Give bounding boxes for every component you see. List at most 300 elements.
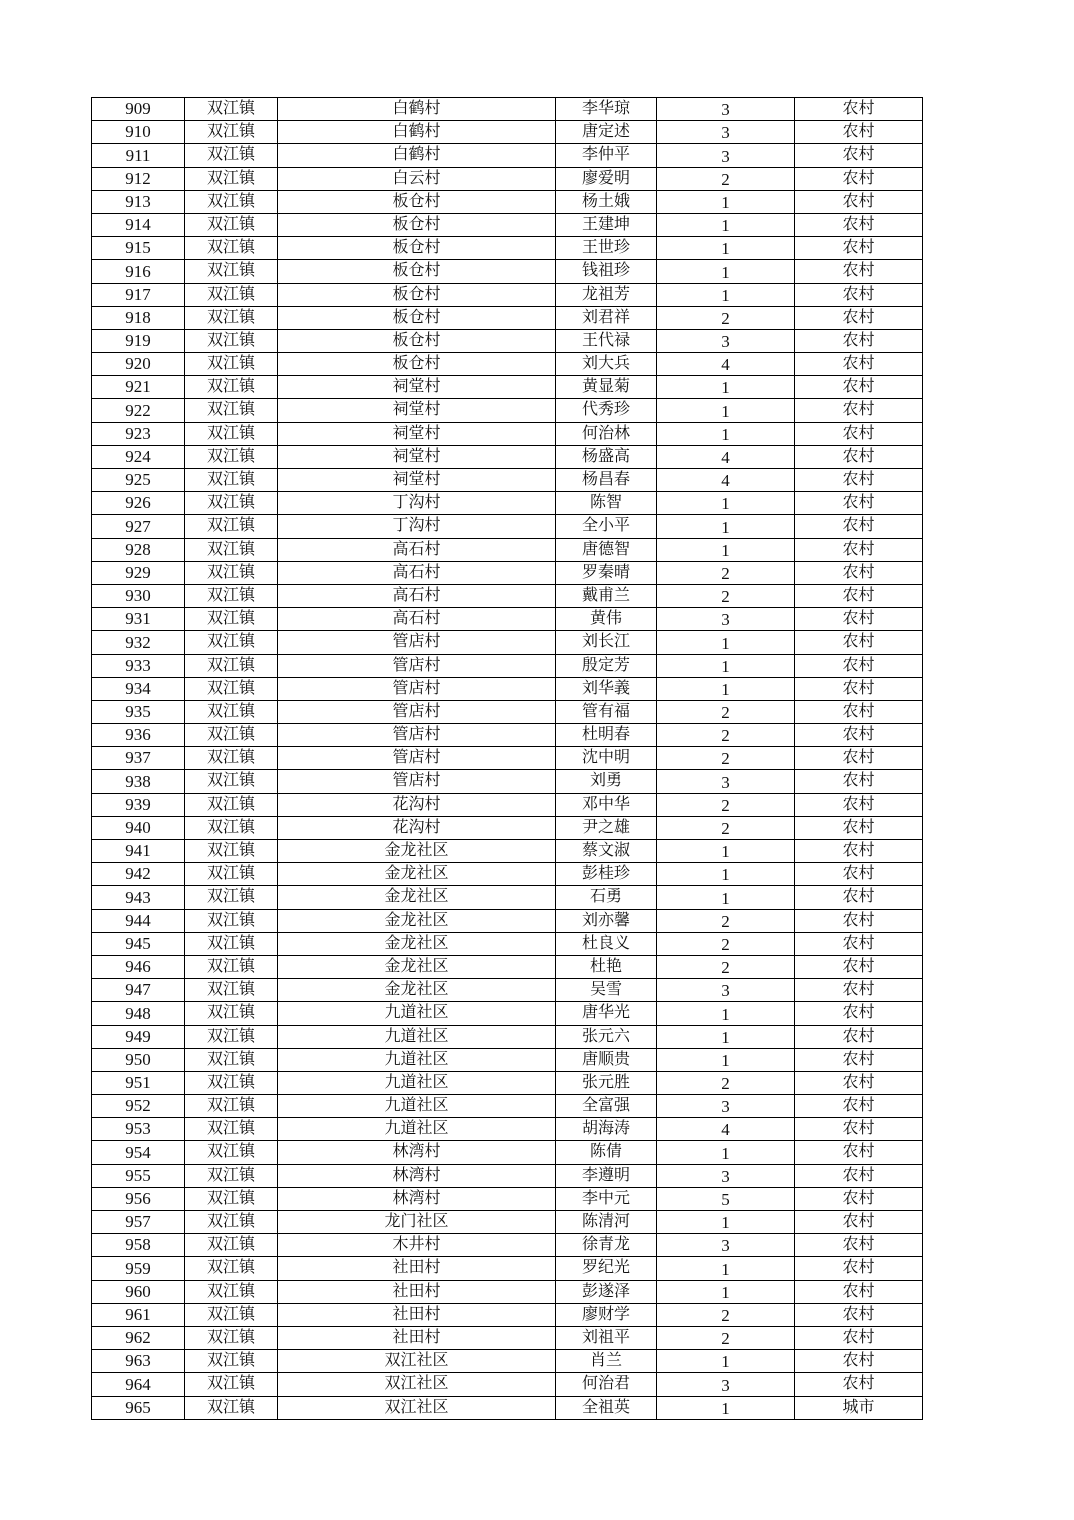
count-cell: 3 [657,98,795,121]
village-cell: 板仓村 [278,190,556,213]
village-cell: 高石村 [278,538,556,561]
village-cell: 社田村 [278,1303,556,1326]
table-row [92,677,923,700]
town-cell: 双江镇 [185,237,278,260]
table-row [92,886,923,909]
row-number-cell: 928 [92,538,185,561]
person-name-cell: 李仲平 [556,144,657,167]
count-cell: 1 [657,1141,795,1164]
village-cell: 高石村 [278,584,556,607]
row-number-cell: 924 [92,445,185,468]
type-cell: 农村 [795,955,923,978]
count-cell: 3 [657,1095,795,1118]
table-row [92,167,923,190]
count-cell: 4 [657,353,795,376]
village-cell: 板仓村 [278,329,556,352]
count-cell: 2 [657,561,795,584]
row-number-cell: 944 [92,909,185,932]
table-row [92,1025,923,1048]
type-cell: 农村 [795,515,923,538]
row-number-cell: 951 [92,1071,185,1094]
person-name-cell: 邓中华 [556,793,657,816]
type-cell: 农村 [795,631,923,654]
row-number-cell: 921 [92,376,185,399]
village-cell: 板仓村 [278,213,556,236]
row-number-cell: 935 [92,700,185,723]
town-cell: 双江镇 [185,1002,278,1025]
town-cell: 双江镇 [185,98,278,121]
table-row [92,260,923,283]
person-name-cell: 刘祖平 [556,1326,657,1349]
type-cell: 农村 [795,121,923,144]
row-number-cell: 925 [92,469,185,492]
table-row [92,561,923,584]
village-cell: 管店村 [278,700,556,723]
village-cell: 九道社区 [278,1025,556,1048]
type-cell: 农村 [795,399,923,422]
person-name-cell: 罗秦晴 [556,561,657,584]
person-name-cell: 杨昌春 [556,469,657,492]
row-number-cell: 942 [92,863,185,886]
table-row [92,1048,923,1071]
table-row [92,98,923,121]
village-cell: 社田村 [278,1257,556,1280]
village-cell: 九道社区 [278,1048,556,1071]
type-cell: 农村 [795,1025,923,1048]
table-row [92,863,923,886]
row-number-cell: 910 [92,121,185,144]
type-cell: 农村 [795,677,923,700]
town-cell: 双江镇 [185,422,278,445]
town-cell: 双江镇 [185,863,278,886]
town-cell: 双江镇 [185,654,278,677]
town-cell: 双江镇 [185,353,278,376]
count-cell: 1 [657,631,795,654]
count-cell: 5 [657,1187,795,1210]
town-cell: 双江镇 [185,816,278,839]
table-row [92,306,923,329]
count-cell: 3 [657,608,795,631]
type-cell: 农村 [795,816,923,839]
village-cell: 板仓村 [278,237,556,260]
town-cell: 双江镇 [185,399,278,422]
type-cell: 农村 [795,1280,923,1303]
village-cell: 祠堂村 [278,399,556,422]
person-name-cell: 戴甫兰 [556,584,657,607]
type-cell: 农村 [795,469,923,492]
count-cell: 1 [657,1002,795,1025]
village-cell: 社田村 [278,1326,556,1349]
village-cell: 金龙社区 [278,863,556,886]
table-row [92,724,923,747]
row-number-cell: 962 [92,1326,185,1349]
town-cell: 双江镇 [185,492,278,515]
table-row [92,1118,923,1141]
type-cell: 农村 [795,1234,923,1257]
person-name-cell: 王世珍 [556,237,657,260]
record-table [91,97,923,1420]
type-cell: 农村 [795,353,923,376]
count-cell: 1 [657,492,795,515]
type-cell: 农村 [795,306,923,329]
person-name-cell: 杨土娥 [556,190,657,213]
type-cell: 农村 [795,1118,923,1141]
village-cell: 板仓村 [278,260,556,283]
village-cell: 板仓村 [278,306,556,329]
village-cell: 管店村 [278,747,556,770]
table-row [92,840,923,863]
person-name-cell: 黄显菊 [556,376,657,399]
row-number-cell: 964 [92,1373,185,1396]
row-number-cell: 938 [92,770,185,793]
village-cell: 板仓村 [278,283,556,306]
person-name-cell: 刘华義 [556,677,657,700]
count-cell: 1 [657,376,795,399]
count-cell: 1 [657,515,795,538]
row-number-cell: 939 [92,793,185,816]
table-row [92,190,923,213]
row-number-cell: 955 [92,1164,185,1187]
type-cell: 农村 [795,1095,923,1118]
person-name-cell: 钱祖珍 [556,260,657,283]
type-cell: 农村 [795,1141,923,1164]
table-row [92,793,923,816]
table-row [92,213,923,236]
village-cell: 双江社区 [278,1350,556,1373]
count-cell: 2 [657,1071,795,1094]
person-name-cell: 代秀珍 [556,399,657,422]
count-cell: 1 [657,1211,795,1234]
type-cell: 农村 [795,584,923,607]
town-cell: 双江镇 [185,376,278,399]
town-cell: 双江镇 [185,1280,278,1303]
village-cell: 祠堂村 [278,376,556,399]
count-cell: 1 [657,538,795,561]
town-cell: 双江镇 [185,1396,278,1419]
person-name-cell: 彭遂泽 [556,1280,657,1303]
table-row [92,1141,923,1164]
person-name-cell: 陈清河 [556,1211,657,1234]
count-cell: 1 [657,677,795,700]
person-name-cell: 张元胜 [556,1071,657,1094]
row-number-cell: 915 [92,237,185,260]
table-row [92,932,923,955]
count-cell: 3 [657,144,795,167]
person-name-cell: 管有福 [556,700,657,723]
table-row [92,422,923,445]
town-cell: 双江镇 [185,167,278,190]
row-number-cell: 934 [92,677,185,700]
village-cell: 林湾村 [278,1164,556,1187]
village-cell: 管店村 [278,677,556,700]
town-cell: 双江镇 [185,631,278,654]
row-number-cell: 932 [92,631,185,654]
row-number-cell: 916 [92,260,185,283]
row-number-cell: 914 [92,213,185,236]
person-name-cell: 廖财学 [556,1303,657,1326]
town-cell: 双江镇 [185,1303,278,1326]
count-cell: 4 [657,1118,795,1141]
count-cell: 1 [657,422,795,445]
table-row [92,399,923,422]
person-name-cell: 张元六 [556,1025,657,1048]
table-row [92,1211,923,1234]
type-cell: 农村 [795,213,923,236]
table-row [92,144,923,167]
table-row [92,1373,923,1396]
count-cell: 3 [657,329,795,352]
type-cell: 农村 [795,724,923,747]
row-number-cell: 960 [92,1280,185,1303]
count-cell: 1 [657,283,795,306]
village-cell: 林湾村 [278,1141,556,1164]
town-cell: 双江镇 [185,932,278,955]
table-row [92,283,923,306]
person-name-cell: 龙祖芳 [556,283,657,306]
row-number-cell: 956 [92,1187,185,1210]
table-row [92,700,923,723]
table-row [92,1187,923,1210]
town-cell: 双江镇 [185,445,278,468]
count-cell: 1 [657,863,795,886]
town-cell: 双江镇 [185,144,278,167]
village-cell: 双江社区 [278,1396,556,1419]
table-row [92,979,923,1002]
person-name-cell: 吴雪 [556,979,657,1002]
row-number-cell: 940 [92,816,185,839]
type-cell: 农村 [795,863,923,886]
table-row [92,1326,923,1349]
person-name-cell: 肖兰 [556,1350,657,1373]
person-name-cell: 廖爱明 [556,167,657,190]
town-cell: 双江镇 [185,747,278,770]
person-name-cell: 杜明春 [556,724,657,747]
town-cell: 双江镇 [185,909,278,932]
count-cell: 3 [657,979,795,1002]
person-name-cell: 刘君祥 [556,306,657,329]
row-number-cell: 959 [92,1257,185,1280]
table-row [92,1002,923,1025]
village-cell: 龙门社区 [278,1211,556,1234]
town-cell: 双江镇 [185,886,278,909]
row-number-cell: 931 [92,608,185,631]
count-cell: 2 [657,306,795,329]
row-number-cell: 949 [92,1025,185,1048]
row-number-cell: 911 [92,144,185,167]
village-cell: 祠堂村 [278,422,556,445]
count-cell: 4 [657,469,795,492]
village-cell: 白云村 [278,167,556,190]
village-cell: 祠堂村 [278,445,556,468]
village-cell: 金龙社区 [278,932,556,955]
town-cell: 双江镇 [185,770,278,793]
count-cell: 1 [657,260,795,283]
count-cell: 1 [657,399,795,422]
count-cell: 1 [657,886,795,909]
person-name-cell: 殷定芳 [556,654,657,677]
person-name-cell: 罗纪光 [556,1257,657,1280]
village-cell: 管店村 [278,724,556,747]
count-cell: 2 [657,167,795,190]
type-cell: 农村 [795,445,923,468]
town-cell: 双江镇 [185,1095,278,1118]
town-cell: 双江镇 [185,1234,278,1257]
count-cell: 3 [657,1164,795,1187]
person-name-cell: 唐德智 [556,538,657,561]
row-number-cell: 912 [92,167,185,190]
person-name-cell: 王建坤 [556,213,657,236]
table-row [92,1396,923,1419]
row-number-cell: 953 [92,1118,185,1141]
village-cell: 金龙社区 [278,909,556,932]
town-cell: 双江镇 [185,1350,278,1373]
village-cell: 木井村 [278,1234,556,1257]
row-number-cell: 947 [92,979,185,1002]
village-cell: 白鹤村 [278,121,556,144]
town-cell: 双江镇 [185,1118,278,1141]
person-name-cell: 李中元 [556,1187,657,1210]
table-row [92,816,923,839]
town-cell: 双江镇 [185,1025,278,1048]
type-cell: 城市 [795,1396,923,1419]
table-row [92,445,923,468]
count-cell: 1 [657,1257,795,1280]
village-cell: 双江社区 [278,1373,556,1396]
table-row [92,329,923,352]
town-cell: 双江镇 [185,979,278,1002]
person-name-cell: 何治林 [556,422,657,445]
type-cell: 农村 [795,608,923,631]
table-row [92,909,923,932]
town-cell: 双江镇 [185,1048,278,1071]
count-cell: 1 [657,190,795,213]
person-name-cell: 刘大兵 [556,353,657,376]
person-name-cell: 唐定述 [556,121,657,144]
person-name-cell: 彭桂珍 [556,863,657,886]
table-row [92,1095,923,1118]
count-cell: 1 [657,1350,795,1373]
type-cell: 农村 [795,1211,923,1234]
row-number-cell: 950 [92,1048,185,1071]
table-row [92,770,923,793]
type-cell: 农村 [795,329,923,352]
town-cell: 双江镇 [185,1211,278,1234]
row-number-cell: 958 [92,1234,185,1257]
count-cell: 2 [657,955,795,978]
village-cell: 金龙社区 [278,979,556,1002]
village-cell: 高石村 [278,608,556,631]
row-number-cell: 936 [92,724,185,747]
person-name-cell: 李遵明 [556,1164,657,1187]
table-row [92,376,923,399]
village-cell: 高石村 [278,561,556,584]
town-cell: 双江镇 [185,1164,278,1187]
row-number-cell: 957 [92,1211,185,1234]
town-cell: 双江镇 [185,515,278,538]
type-cell: 农村 [795,932,923,955]
table-row [92,654,923,677]
type-cell: 农村 [795,909,923,932]
town-cell: 双江镇 [185,700,278,723]
row-number-cell: 954 [92,1141,185,1164]
village-cell: 板仓村 [278,353,556,376]
table-row [92,1350,923,1373]
count-cell: 3 [657,1373,795,1396]
count-cell: 2 [657,584,795,607]
town-cell: 双江镇 [185,306,278,329]
town-cell: 双江镇 [185,561,278,584]
person-name-cell: 刘亦馨 [556,909,657,932]
count-cell: 4 [657,445,795,468]
village-cell: 九道社区 [278,1002,556,1025]
village-cell: 社田村 [278,1280,556,1303]
village-cell: 白鹤村 [278,98,556,121]
village-cell: 九道社区 [278,1118,556,1141]
row-number-cell: 943 [92,886,185,909]
village-cell: 九道社区 [278,1095,556,1118]
person-name-cell: 徐青龙 [556,1234,657,1257]
type-cell: 农村 [795,1257,923,1280]
village-cell: 祠堂村 [278,469,556,492]
village-cell: 花沟村 [278,793,556,816]
table-row [92,955,923,978]
row-number-cell: 917 [92,283,185,306]
town-cell: 双江镇 [185,538,278,561]
person-name-cell: 沈中明 [556,747,657,770]
table-row [92,1234,923,1257]
person-name-cell: 全祖英 [556,1396,657,1419]
town-cell: 双江镇 [185,1141,278,1164]
person-name-cell: 王代禄 [556,329,657,352]
row-number-cell: 933 [92,654,185,677]
person-name-cell: 刘勇 [556,770,657,793]
row-number-cell: 913 [92,190,185,213]
person-name-cell: 全富强 [556,1095,657,1118]
person-name-cell: 全小平 [556,515,657,538]
type-cell: 农村 [795,167,923,190]
village-cell: 金龙社区 [278,840,556,863]
person-name-cell: 杜良义 [556,932,657,955]
count-cell: 1 [657,1280,795,1303]
person-name-cell: 杨盛高 [556,445,657,468]
type-cell: 农村 [795,747,923,770]
row-number-cell: 963 [92,1350,185,1373]
row-number-cell: 965 [92,1396,185,1419]
type-cell: 农村 [795,1071,923,1094]
row-number-cell: 948 [92,1002,185,1025]
table-row [92,515,923,538]
town-cell: 双江镇 [185,584,278,607]
person-name-cell: 尹之雄 [556,816,657,839]
row-number-cell: 929 [92,561,185,584]
person-name-cell: 陈智 [556,492,657,515]
table-row [92,469,923,492]
count-cell: 2 [657,724,795,747]
town-cell: 双江镇 [185,1373,278,1396]
person-name-cell: 陈倩 [556,1141,657,1164]
town-cell: 双江镇 [185,213,278,236]
count-cell: 2 [657,1303,795,1326]
count-cell: 3 [657,770,795,793]
table-row [92,1071,923,1094]
type-cell: 农村 [795,1350,923,1373]
record-table-body [92,98,923,1420]
village-cell: 九道社区 [278,1071,556,1094]
row-number-cell: 945 [92,932,185,955]
type-cell: 农村 [795,144,923,167]
person-name-cell: 杜艳 [556,955,657,978]
count-cell: 2 [657,932,795,955]
